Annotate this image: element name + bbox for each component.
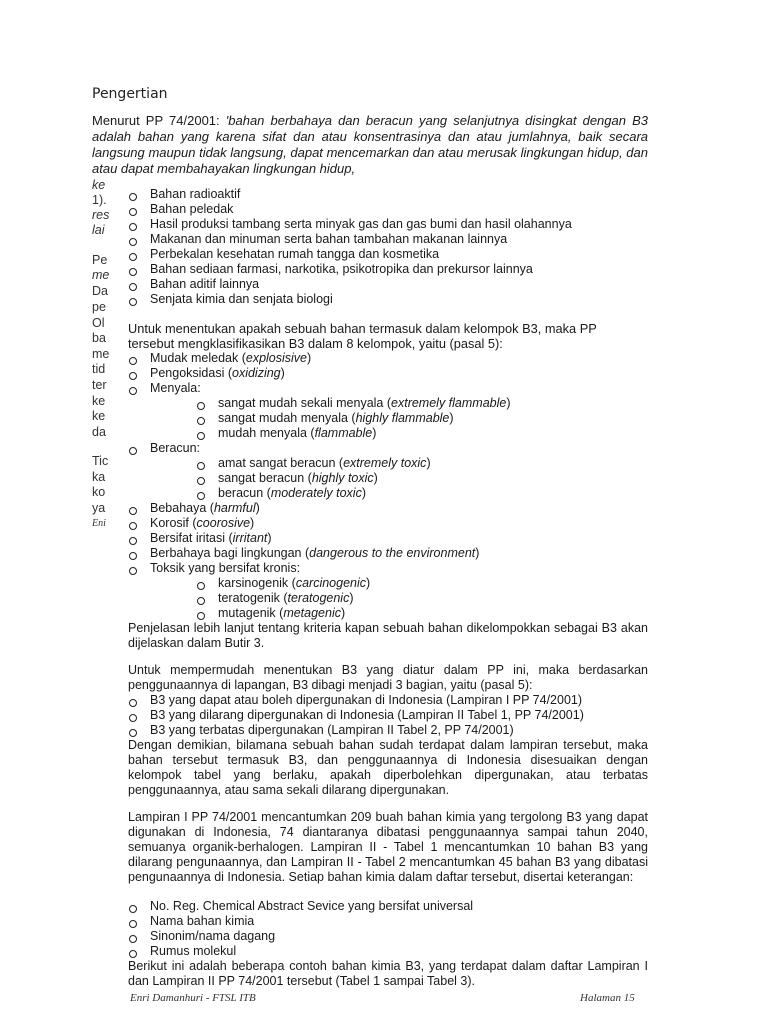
bullet-icon <box>129 537 137 545</box>
underlay-lai: lai <box>92 223 105 237</box>
intro-lead: Menurut PP 74/2001: <box>92 113 226 128</box>
para5: Lampiran I PP 74/2001 mencantumkan 209 buah bahan kimia yang tergolong B3 yang dapat digunakan di Indonesia, 74 diantaranya dibatasi penggunaannya sampai tahun 2040, semuanya organik-berhalogen. Lampiran II - Tabel 1 mencantumkan 10 bahan B3 yang dilarang pengunaannya, dan Lampiran II - Tabel 2 mencantumkan 45 bahan B3 yang dibatasi pengunaannya di Indonesia. Setiap bahan kimia dalam daftar tersebut, disertai keterangan: <box>128 810 648 884</box>
footer-author: Enri Damanhuri - FTSL ITB <box>130 992 256 1004</box>
category-6: Korosif (coorosive) <box>150 516 255 530</box>
underlay-me1: me <box>92 268 110 282</box>
underlay-me2: me <box>92 347 110 361</box>
bullet-icon <box>129 729 137 737</box>
underlay-ya: ya <box>92 501 106 515</box>
bullet-icon <box>129 253 137 261</box>
list5-item: No. Reg. Chemical Abstract Sevice yang bersifat universal <box>150 899 474 913</box>
category-1: Mudak meledak (explosisive) <box>150 351 312 365</box>
underlay-ka: ka <box>92 470 106 484</box>
para3: Untuk mempermudah menentukan B3 yang diatur dalam PP ini, maka berdasarkan penggunaannya di lapangan, B3 dibagi menjadi 3 bagian, yaitu (pasal 5): <box>128 663 648 692</box>
bullet-icon <box>129 283 137 291</box>
list1-item: Bahan radioaktif <box>150 187 241 201</box>
underlay-res: res <box>92 208 110 222</box>
underlay-ke: ke <box>92 178 106 192</box>
bullet-icon <box>129 507 137 515</box>
category-3b: sangat mudah menyala (highly flammable) <box>218 411 454 425</box>
list1-item: Perbekalan kesehatan rumah tangga dan kosmetika <box>150 247 440 261</box>
list1-item: Makanan dan minuman serta bahan tambahan makanan lainnya <box>150 232 508 246</box>
category-3c: mudah menyala (flammable) <box>218 426 377 440</box>
underlay-em: Eni <box>92 518 106 529</box>
para6: Berikut ini adalah beberapa contoh bahan kimia B3, yang terdapat dalam daftar Lampiran I dan Lampiran II PP 74/2001 tersebut (Tabel 1 sampai Tabel 3). <box>128 959 648 988</box>
underlay-tid: tid <box>92 362 106 376</box>
underlay-pe2: pe <box>92 300 106 314</box>
bullet-icon <box>129 714 137 722</box>
underlay-ol: Ol <box>92 316 105 330</box>
list5-item: Nama bahan kimia <box>150 914 255 928</box>
underlay-ter: ter <box>92 378 107 392</box>
list1-item: Senjata kimia dan senjata biologi <box>150 292 333 306</box>
category-9a: karsinogenik (carcinogenic) <box>218 576 371 590</box>
bullet-icon <box>197 462 205 470</box>
para2: Penjelasan lebih lanjut tentang kriteria kapan sebuah bahan dikelompokkan sebagai B3 akan dijelaskan dalam Butir 3. <box>128 621 648 650</box>
underlay-ke2: ke <box>92 394 106 408</box>
bullet-icon <box>129 193 137 201</box>
list3-item: B3 yang terbatas dipergunakan (Lampiran II Tabel 2, PP 74/2001) <box>150 723 514 737</box>
bullet-icon <box>129 699 137 707</box>
category-3a: sangat mudah sekali menyala (extremely flammable) <box>218 396 511 410</box>
bullet-icon <box>197 612 205 620</box>
list3-item: B3 yang dilarang dipergunakan di Indonesia (Lampiran II Tabel 1, PP 74/2001) <box>150 708 584 722</box>
bullet-icon <box>129 552 137 560</box>
intro-quote: 'bahan berbahaya dan beracun yang selanjutnya disingkat dengan B3 adalah bahan yang karena sifat dan atau konsentrasinya dan atau jumlahnya, baik secara langsung maupun tidak langsung, dapat mencemarkan dan atau merusak lingkungan hidup, dan atau dapat membahayakan lingkungan hidup, <box>92 113 648 176</box>
bullet-icon <box>129 298 137 306</box>
section-heading: Pengertian <box>92 86 168 102</box>
bullet-icon <box>197 432 205 440</box>
bullet-icon <box>129 950 137 958</box>
list1-item: Bahan peledak <box>150 202 234 216</box>
list1-item: Hasil produksi tambang serta minyak gas dan gas bumi dan hasil olahannya <box>150 217 572 231</box>
list5-item: Sinonim/nama dagang <box>150 929 276 943</box>
underlay-da1: Da <box>92 284 108 298</box>
footer-page-number: Halaman 15 <box>580 992 635 1004</box>
list1-item: Bahan aditif lainnya <box>150 277 260 291</box>
category-8: Berbahaya bagi lingkungan (dangerous to the environment) <box>150 546 480 560</box>
bullet-icon <box>129 905 137 913</box>
underlay-ke3: ke <box>92 409 106 423</box>
category-9c: mutagenik (metagenic) <box>218 606 346 620</box>
category-2: Pengoksidasi (oxidizing) <box>150 366 285 380</box>
overlay-page <box>92 181 648 621</box>
underlay-da2: da <box>92 425 106 439</box>
category-9b: teratogenik (teratogenic) <box>218 591 354 605</box>
category-9: Toksik yang bersifat kronis: <box>150 561 301 575</box>
list3 <box>128 693 648 738</box>
underlay-ba: ba <box>92 331 106 345</box>
bullet-icon <box>129 920 137 928</box>
list1-item: Bahan sediaan farmasi, narkotika, psikotropika dan prekursor lainnya <box>150 262 533 276</box>
category-5: Bebahaya (harmful) <box>150 501 260 515</box>
bullet-icon <box>129 567 137 575</box>
underlay-one: 1). <box>92 193 107 207</box>
bullet-icon <box>129 372 137 380</box>
bullet-icon <box>129 522 137 530</box>
underlay-ti: Tic <box>92 454 109 468</box>
bullet-icon <box>129 268 137 276</box>
list5 <box>128 899 648 959</box>
bullet-icon <box>197 597 205 605</box>
para1-line2: tersebut mengklasifikasikan B3 dalam 8 kelompok, yaitu (pasal 5): <box>128 336 503 351</box>
para4: Dengan demikian, bilamana sebuah bahan sudah terdapat dalam lampiran tersebut, maka bahan tersebut termasuk B3, dan penggunaannya di Indonesia disesuaikan dengan kelompok tabel yang berlaku, apakah diperbolehkan dipergunakan, atau terbatas penggunaannya, atau sama sekali dilarang dipergunakan. <box>128 738 648 797</box>
bullet-icon <box>129 238 137 246</box>
category-4c: beracun (moderately toxic) <box>218 486 366 500</box>
category-4a: amat sangat beracun (extremely toxic) <box>218 456 431 470</box>
intro-paragraph <box>92 113 648 177</box>
bullet-icon <box>197 492 205 500</box>
para1-line1: Untuk menentukan apakah sebuah bahan termasuk dalam kelompok B3, maka PP <box>128 321 597 336</box>
list3-item: B3 yang dapat atau boleh dipergunakan di Indonesia (Lampiran I PP 74/2001) <box>150 693 583 707</box>
bullet-icon <box>197 477 205 485</box>
underlay-pe1: Pe <box>92 253 108 267</box>
bullet-icon <box>129 357 137 365</box>
bullet-icon <box>129 935 137 943</box>
bullet-icon <box>197 417 205 425</box>
category-4: Beracun: <box>150 441 201 455</box>
bullet-icon <box>129 208 137 216</box>
bullet-icon <box>197 402 205 410</box>
category-4b: sangat beracun (highly toxic) <box>218 471 378 485</box>
bullet-icon <box>129 447 137 455</box>
category-7: Bersifat iritasi (irritant) <box>150 531 272 545</box>
category-3: Menyala: <box>150 381 201 395</box>
bullet-icon <box>197 582 205 590</box>
list5-item: Rumus molekul <box>150 944 237 958</box>
bullet-icon <box>129 223 137 231</box>
bullet-icon <box>129 387 137 395</box>
underlay-ko: ko <box>92 485 106 499</box>
